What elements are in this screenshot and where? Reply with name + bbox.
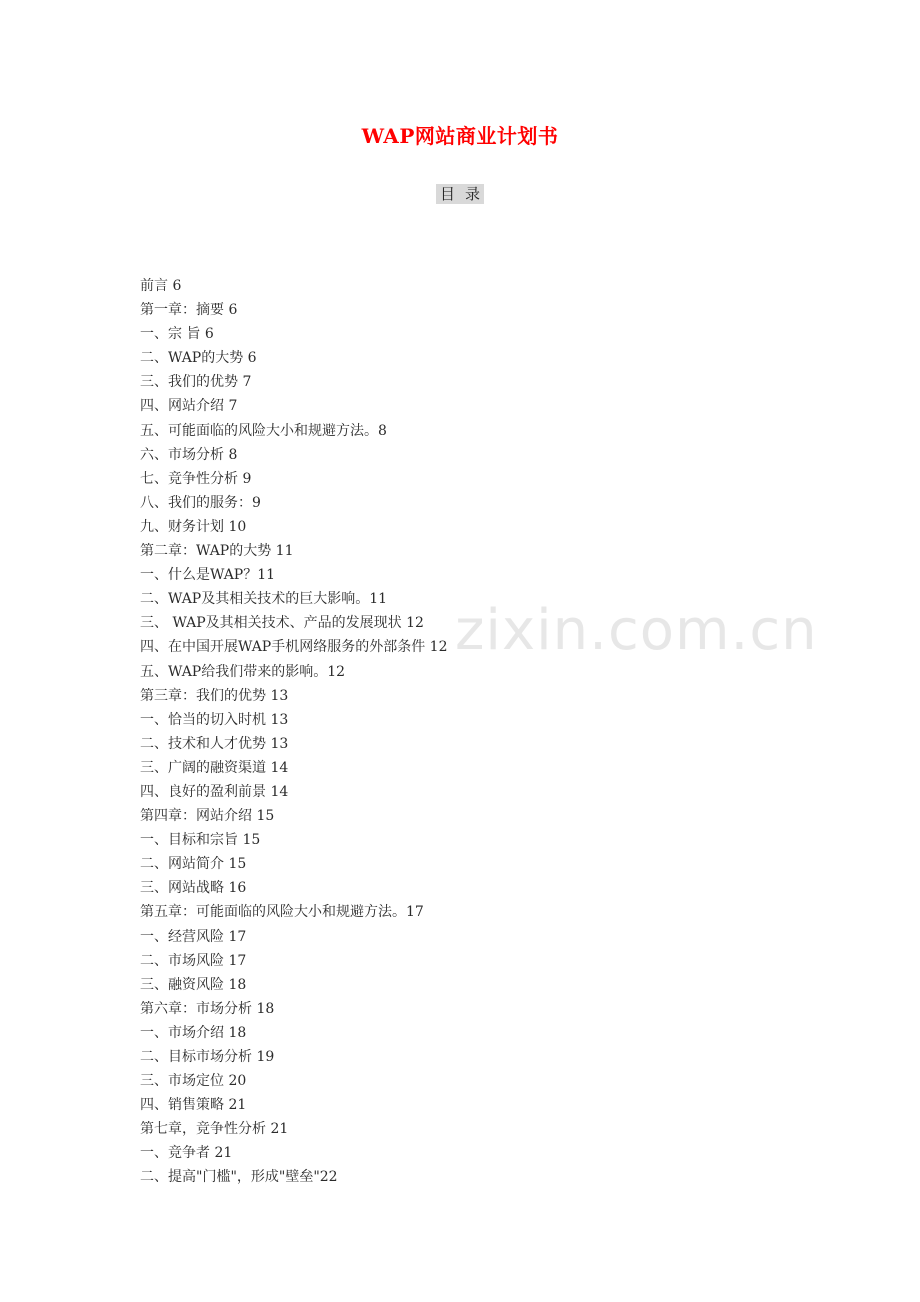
toc-heading-left: 目 — [439, 185, 455, 203]
toc-chapter-entry[interactable]: 第七章，竞争性分析 21 — [140, 1121, 289, 1138]
toc-chapter-entry[interactable]: 第二章：WAP的大势 11 — [140, 543, 294, 560]
toc-section-entry[interactable]: 一、竞争者 21 — [140, 1145, 233, 1162]
toc-section-entry[interactable]: 五、可能面临的风险大小和规避方法。8 — [140, 422, 387, 439]
toc-section-entry[interactable]: 九、财务计划 10 — [140, 518, 247, 535]
toc-chapter-entry[interactable]: 第六章：市场分析 18 — [140, 1000, 275, 1017]
toc-section-entry[interactable]: 六、市场分析 8 — [140, 446, 238, 463]
toc-section-entry[interactable]: 三、 WAP及其相关技术、产品的发展现状 12 — [140, 615, 424, 632]
toc-section-entry[interactable]: 二、WAP及其相关技术的巨大影响。11 — [140, 591, 388, 608]
toc-section-entry[interactable]: 二、网站简介 15 — [140, 856, 247, 873]
watermark-text: zixin.com.cn — [455, 598, 818, 663]
toc-section-entry[interactable]: 七、竞争性分析 9 — [140, 470, 252, 487]
toc-section-entry[interactable]: 三、我们的优势 7 — [140, 374, 252, 391]
toc-section-entry[interactable]: 四、在中国开展WAP手机网络服务的外部条件 12 — [140, 639, 448, 656]
toc-chapter-entry[interactable]: 前言 6 — [140, 278, 182, 294]
toc-heading — [436, 184, 484, 204]
toc-chapter-entry[interactable]: 第一章：摘要 6 — [140, 302, 238, 319]
toc-section-entry[interactable]: 五、WAP给我们带来的影响。12 — [140, 663, 346, 680]
toc-section-entry[interactable]: 三、融资风险 18 — [140, 976, 247, 993]
toc-section-entry[interactable]: 一、宗 旨 6 — [140, 326, 214, 343]
table-of-contents — [140, 274, 780, 1190]
toc-section-entry[interactable]: 一、恰当的切入时机 13 — [140, 711, 289, 728]
toc-section-entry[interactable]: 二、提高"门槛"，形成"壁垒"22 — [140, 1169, 338, 1186]
toc-section-entry[interactable]: 二、WAP的大势 6 — [140, 350, 257, 367]
toc-section-entry[interactable]: 二、技术和人才优势 13 — [140, 735, 289, 752]
document-title: WAP网站商业计划书 — [361, 124, 559, 148]
toc-section-entry[interactable]: 八、我们的服务：9 — [140, 494, 261, 511]
toc-section-entry[interactable]: 四、销售策略 21 — [140, 1097, 247, 1114]
toc-section-entry[interactable]: 四、网站介绍 7 — [140, 398, 238, 415]
toc-section-entry[interactable]: 二、市场风险 17 — [140, 952, 247, 969]
toc-section-entry[interactable]: 四、良好的盈利前景 14 — [140, 783, 289, 800]
toc-section-entry[interactable]: 二、目标市场分析 19 — [140, 1049, 275, 1065]
toc-chapter-entry[interactable]: 第三章：我们的优势 13 — [140, 687, 289, 704]
toc-section-entry[interactable]: 三、市场定位 20 — [140, 1073, 247, 1090]
toc-chapter-entry[interactable]: 第五章：可能面临的风险大小和规避方法。17 — [140, 904, 424, 921]
toc-section-entry[interactable]: 一、市场介绍 18 — [140, 1024, 247, 1041]
toc-heading-right: 录 — [465, 185, 481, 203]
toc-section-entry[interactable]: 三、网站战略 16 — [140, 880, 247, 897]
toc-chapter-entry[interactable]: 第四章：网站介绍 15 — [140, 808, 275, 825]
toc-section-entry[interactable]: 一、什么是WAP？11 — [140, 567, 276, 584]
toc-section-entry[interactable]: 一、目标和宗旨 15 — [140, 832, 261, 849]
toc-section-entry[interactable]: 一、经营风险 17 — [140, 928, 247, 945]
toc-section-entry[interactable]: 三、广阔的融资渠道 14 — [140, 759, 289, 776]
